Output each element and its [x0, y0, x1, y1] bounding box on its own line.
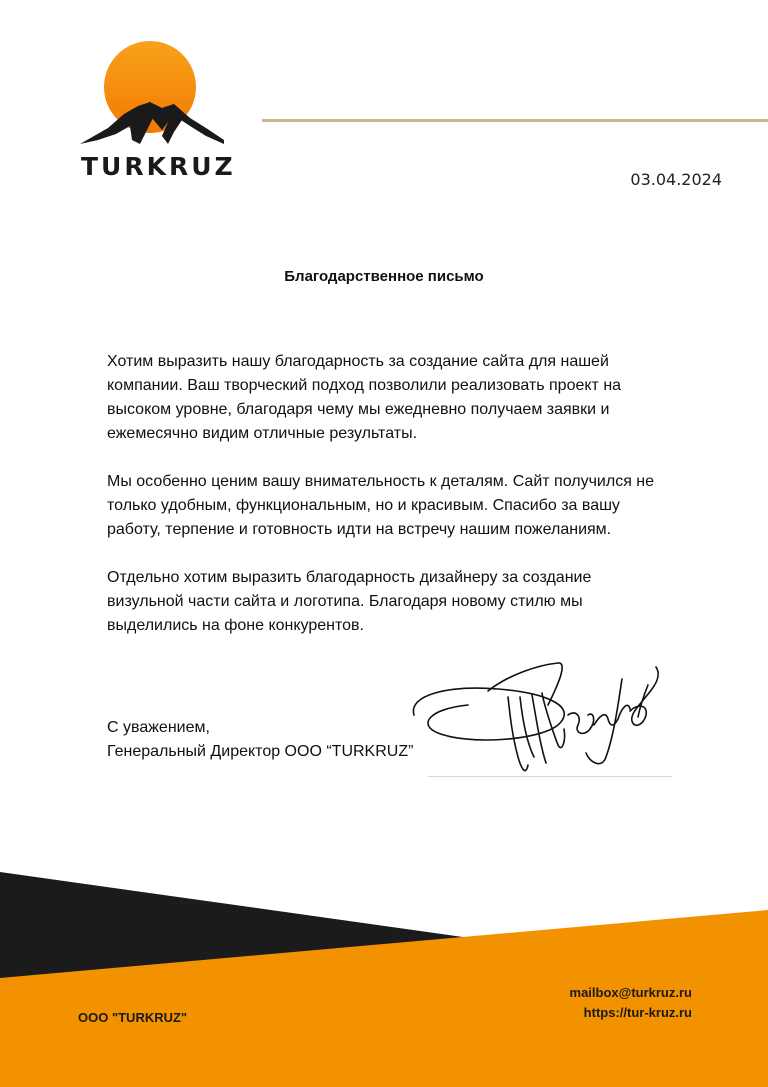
header-divider — [262, 119, 768, 122]
letter-body — [107, 350, 667, 662]
footer-company-name: ООО "TURKRUZ" — [78, 1010, 188, 1025]
footer-email[interactable]: mailbox@turkruz.ru — [569, 985, 692, 1000]
handwritten-signature — [408, 645, 670, 785]
company-logo — [78, 40, 236, 185]
footer-website[interactable]: https://tur-kruz.ru — [583, 1005, 692, 1020]
signatory-title: Генеральный Директор ООО “TURKRUZ” — [107, 743, 414, 760]
letter-date: 03.04.2024 — [630, 170, 722, 189]
footer-bands — [0, 860, 768, 1087]
sun-mountain-logo-icon — [78, 40, 228, 150]
footer-contacts — [570, 983, 692, 1023]
paragraph-3: Отдельно хотим выразить благодарность дизайнеру за создание визульной части сайта и логотипа. Благодаря новому стилю мы выделились на фоне конкурентов. — [107, 569, 592, 634]
closing-phrase: С уважением, — [107, 719, 210, 736]
paragraph-2: Мы особенно ценим вашу внимательность к деталям. Сайт получился не только удобным, функциональным, но и красивым. Спасибо за вашу работу, терпение и готовность идти на встречу нашим пожеланиям. — [107, 473, 655, 538]
signature-line — [428, 776, 672, 777]
brand-name: TURKRUZ — [81, 152, 236, 181]
letter-title: Благодарственное письмо — [284, 268, 484, 285]
paragraph-1: Хотим выразить нашу благодарность за создание сайта для нашей компании. Ваш творческий подход позволили реализовать проект на высоком уровне, благодаря чему мы ежедневно получаем заявки и ежемесячно видим отличные результаты. — [107, 353, 622, 442]
